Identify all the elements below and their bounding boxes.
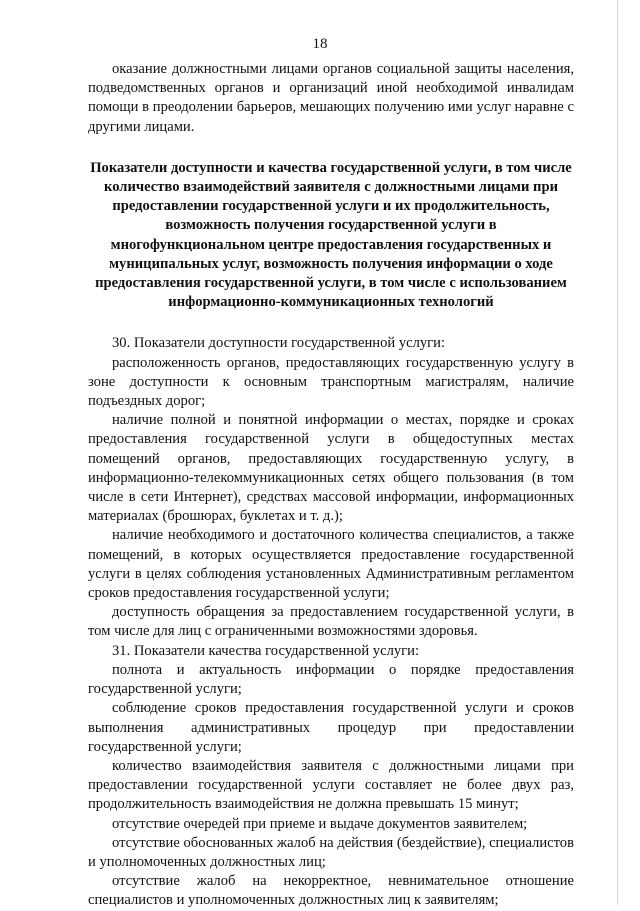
page-edge-shadow [617, 0, 618, 905]
paragraph: количество взаимодействия заявителя с должностными лицами при предоставлении государственной услуги составляет не более двух раз, продолжительность взаимодействия не должна превышать 15 минут; [88, 757, 574, 813]
paragraph: доступность обращения за предоставлением государственной услуги, в том числе для лиц с ограниченными возможностями здоровья. [88, 604, 574, 640]
paragraph-list [88, 334, 574, 910]
intro-paragraph: оказание должностными лицами органов социальной защиты населения, подведомственных органов и организаций иной необходимой инвалидам помощи в преодолении барьеров, мешающих получению ими услуг наравне с другими лицами. [88, 61, 574, 135]
paragraph: полнота и актуальность информации о порядке предоставления государственной услуги; [88, 661, 574, 698]
paragraph: расположенность органов, предоставляющих государственную услугу в зоне доступности к основным транспортным магистралям, наличие подъездных дорог; [88, 354, 574, 410]
paragraph: отсутствие жалоб на некорректное, невнимательное отношение специалистов и уполномоченных должностных лиц к заявителям; [88, 873, 574, 909]
paragraph: наличие полной и понятной информации о местах, порядке и сроках предоставления государственной услуги в общедоступных местах помещений органов, предоставляющих государственную услугу, в информационно-телекоммуникационных сетях общего пользования (в том числе в сети Интернет), средствах массовой информации, информационных материалах (брошюрах, буклетах и т. д.); [88, 412, 574, 525]
paragraph: отсутствие очередей при приеме и выдаче документов заявителем; [112, 815, 528, 832]
section-heading: Показатели доступности и качества государственной услуги, в том числе количество взаимодействий заявителя с должностными лицами при предоставлении государственной услуги и их продолжительность, возможность получения государственной услуги в многофункциональном центре предоставления государственных и муниципальных услуг, возможность получения информации о ходе предоставления государственной услуги, в том числе с использованием информационно-коммуникационных технологий [90, 159, 572, 311]
paragraph: 31. Показатели качества государственной услуги: [112, 642, 420, 659]
paragraph: 30. Показатели доступности государственной услуги: [112, 335, 446, 352]
paragraph: отсутствие обоснованных жалоб на действия (бездействие), специалистов и уполномоченных должностных лиц; [88, 834, 574, 870]
page-number: 18 [312, 36, 328, 52]
document-body [88, 60, 574, 911]
paragraph: соблюдение сроков предоставления государственной услуги и сроков выполнения административных процедур при предоставлении государственной услуги; [88, 700, 574, 755]
paragraph: наличие необходимого и достаточного количества специалистов, а также помещений, в которых осуществляется предоставление государственной услуги в целях соблюдения установленных Административным регламентом сроков предоставления государственной услуги; [88, 527, 574, 602]
